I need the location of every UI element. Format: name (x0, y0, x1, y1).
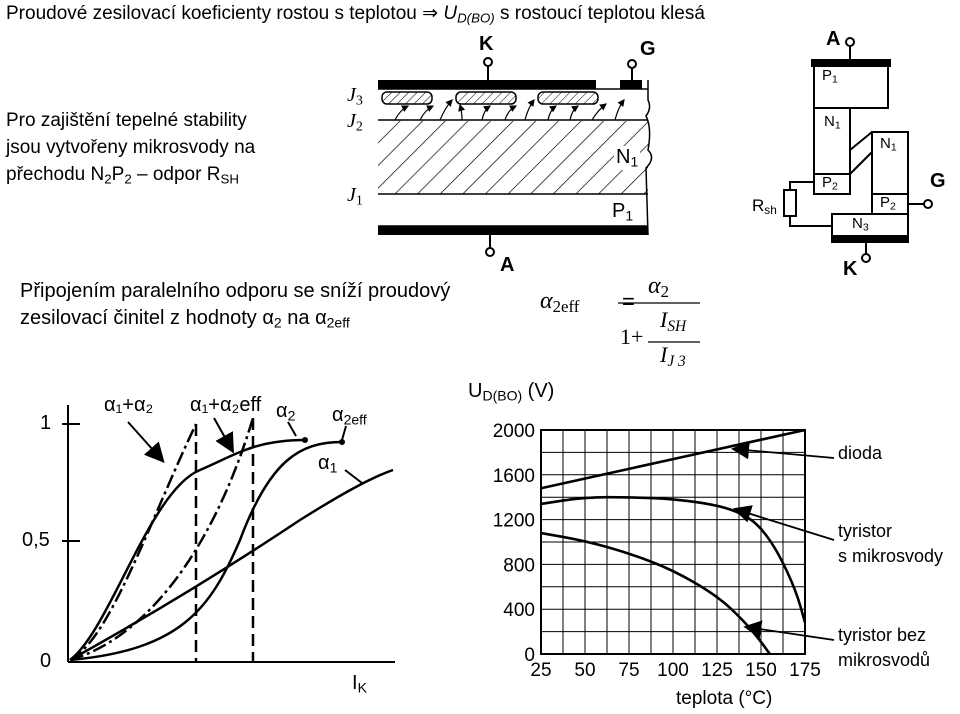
eq-r-sym: R (752, 196, 765, 215)
alpha1-curve (70, 470, 393, 660)
annot-dioda: dioda (838, 443, 883, 463)
alpha-ytick-1: 1 (40, 412, 52, 434)
udbo-ytick-label: 1200 (492, 510, 535, 532)
resistor-note-line-1: Připojením paralelního odporu se sníží proudový (20, 280, 451, 302)
alpha-chart (62, 405, 395, 662)
note-line2-pre: zesilovací činitel z hodnoty α (20, 307, 274, 329)
eq-gate-terminal (924, 200, 932, 208)
eq-label-a: A (826, 28, 841, 50)
thermal-line-3-pre: přechodu N (6, 164, 105, 185)
gate-metal (620, 80, 642, 89)
j2-sym: J (347, 110, 356, 132)
legend-a2-sym: α (276, 400, 288, 422)
legend-a2-sub: 2 (287, 407, 296, 424)
alpha-subscript: 2 (273, 314, 282, 331)
eq-anode-terminal (846, 38, 854, 46)
udbo-chart (493, 421, 834, 681)
cs-label-n1 (614, 146, 640, 170)
legend-a1-sym: α (318, 452, 330, 474)
j3-sub: 3 (355, 93, 363, 109)
formula-ish (660, 308, 686, 335)
formula-sh-sub: SH (667, 317, 687, 335)
n1-sym: N (616, 146, 631, 168)
cs-label-k: K (479, 33, 494, 55)
annot-tbm1: tyristor bez (838, 625, 927, 645)
thermal-dash: – odpor R (131, 164, 221, 185)
p-symbol: P (111, 164, 125, 185)
eq-label-rsh (752, 196, 777, 217)
n-subscript: 2 (104, 171, 112, 187)
eq-n1a-sym: N (824, 113, 835, 130)
header-line (6, 3, 705, 25)
r-subscript: SH (220, 171, 239, 187)
eq-n1b-sub: 1 (890, 141, 897, 154)
p1-sym: P (612, 200, 626, 222)
eq-p2b-sym: P (880, 194, 891, 211)
j1-sub: 1 (355, 193, 363, 209)
udbo-xtick-label: 150 (745, 660, 777, 681)
udbo-ytick-label: 0 (524, 645, 535, 666)
udbo-xtick-label: 175 (789, 660, 821, 681)
udbo-ytick-label: 1600 (492, 465, 535, 487)
eq-n3-sym: N (852, 215, 863, 232)
eq-label-p2a (822, 175, 838, 193)
leader-dioda (735, 449, 834, 458)
udbo-ytick-label: 2000 (492, 421, 535, 442)
cs-label-j1 (347, 184, 363, 209)
note-mid: na α (281, 307, 327, 329)
anode-terminal (486, 248, 494, 256)
legend-a1 (318, 452, 337, 476)
formula-lhs-sub: 2eff (552, 297, 580, 317)
eq-p2a-sub: 2 (832, 180, 838, 193)
anode-metal (378, 226, 648, 235)
formula-alpha: α (540, 288, 553, 314)
legend-a1a2: α₁+α₂ (104, 394, 154, 416)
formula-num-sub: 2 (660, 282, 669, 302)
n2-island (538, 92, 598, 104)
formula-i: I (660, 307, 668, 332)
cs-label-j3 (347, 84, 363, 109)
resistor-note-line-2 (20, 307, 350, 331)
thermal-line-1: Pro zajištění tepelné stability (6, 110, 247, 131)
eq-n1a-sub: 1 (834, 119, 841, 132)
alpha2-curve (70, 440, 305, 660)
alpha2eff-curve (70, 442, 342, 660)
legend-a1-sub: 1 (329, 459, 338, 476)
udbo-ylabel (468, 380, 554, 404)
eq-n3-layer (832, 214, 908, 236)
n1-sub: 1 (630, 153, 639, 170)
eq-cathode-terminal (862, 254, 870, 262)
cs-label-a: A (500, 254, 515, 276)
gate-terminal (628, 60, 636, 68)
legend-a2eff (332, 404, 367, 428)
udbo-ytick-label: 400 (503, 600, 535, 622)
udbo-subscript: D(BO) (457, 10, 495, 26)
j2-sub: 2 (355, 119, 363, 135)
eq-n1b-sym: N (880, 135, 891, 152)
j1-sym: J (347, 184, 356, 206)
thermal-line-3 (6, 164, 239, 186)
thermal-line-2: jsou vytvořeny mikrosvody na (6, 137, 256, 158)
n2-island (382, 92, 432, 104)
eq-label-n3 (852, 216, 869, 234)
alpha-eff-subscript: 2eff (326, 314, 350, 331)
formula-numerator (648, 273, 669, 302)
formula-num-alpha: α (648, 273, 661, 299)
formula-ij3 (660, 343, 686, 370)
leader-tms (736, 510, 834, 540)
formula-one-plus: 1+ (620, 324, 644, 349)
udbo-xtick-label: 75 (618, 660, 640, 681)
eq-label-g: G (930, 170, 946, 192)
udbo-xtick-label: 25 (530, 660, 552, 681)
udbo-xlabel: teplota (°C) (676, 688, 773, 709)
implies-symbol: ⇒ (422, 3, 439, 24)
udbo-xtick-label: 125 (701, 660, 733, 681)
eq-label-n1a (824, 114, 841, 132)
cathode-metal (378, 80, 596, 89)
n1-region (378, 121, 648, 194)
eq-r-sub: sh (764, 202, 777, 217)
legend-a2eff-sub: 2eff (343, 411, 367, 428)
cs-label-p1 (612, 200, 633, 224)
ik-sub: K (357, 679, 367, 696)
udbo-ylabel-unit: (V) (522, 380, 555, 402)
cs-label-g: G (640, 38, 656, 60)
formula-i2: I (660, 342, 668, 367)
p1-sub: 1 (625, 207, 634, 224)
legend-a1a2eff: α₁+α₂eff (190, 394, 262, 416)
eq-label-p2b (880, 195, 896, 213)
eq-label-n1b (880, 136, 897, 154)
annot-tms2: s mikrosvody (838, 546, 944, 566)
udbo-xtick-label: 50 (574, 660, 596, 681)
legend-a2 (276, 400, 295, 424)
formula-j3-sub: J 3 (667, 352, 686, 370)
alpha-ytick-0: 0 (40, 650, 52, 672)
eq-p1-sub: 1 (832, 73, 838, 86)
annot-tms1: tyristor (838, 521, 892, 541)
ik-sym: I (352, 672, 358, 694)
eq-p2a-sym: P (822, 174, 833, 191)
leader-tbm (747, 627, 834, 640)
formula-lhs (540, 288, 579, 317)
p-subscript: 2 (124, 171, 132, 187)
eq-n3-sub: 3 (862, 221, 869, 234)
annot-tbm2: mikrosvodů (838, 650, 931, 670)
rsh-resistor (784, 190, 796, 216)
alpha-xlabel (352, 672, 367, 696)
eq-label-k: K (843, 258, 858, 280)
j3-sym: J (347, 84, 356, 106)
cs-label-j2 (347, 110, 363, 135)
series-tyristor-bez-mikrosvodu (541, 533, 770, 654)
cathode-terminal (484, 58, 492, 66)
udbo-xtick-label: 100 (657, 660, 689, 681)
thyristor-cross-section (378, 58, 652, 256)
eq-p2b-sub: 2 (890, 200, 896, 213)
legend-a2eff-sym: α (332, 404, 344, 426)
alpha-ytick-05: 0,5 (22, 529, 50, 551)
formula-eq: = (622, 289, 635, 314)
udbo-symbol: U (443, 3, 458, 24)
udbo-ytick-label: 800 (503, 555, 535, 577)
eq-p1-sym: P (822, 67, 833, 84)
header-main: Proudové zesilovací koeficienty rostou s teplotou (6, 3, 417, 24)
eq-label-p1 (822, 68, 838, 86)
udbo-ylabel-sub: D(BO) (482, 387, 523, 404)
n2-island (456, 92, 516, 104)
udbo-ylabel-sym: U (468, 380, 483, 402)
header-tail: s rostoucí teplotou klesá (494, 3, 705, 24)
